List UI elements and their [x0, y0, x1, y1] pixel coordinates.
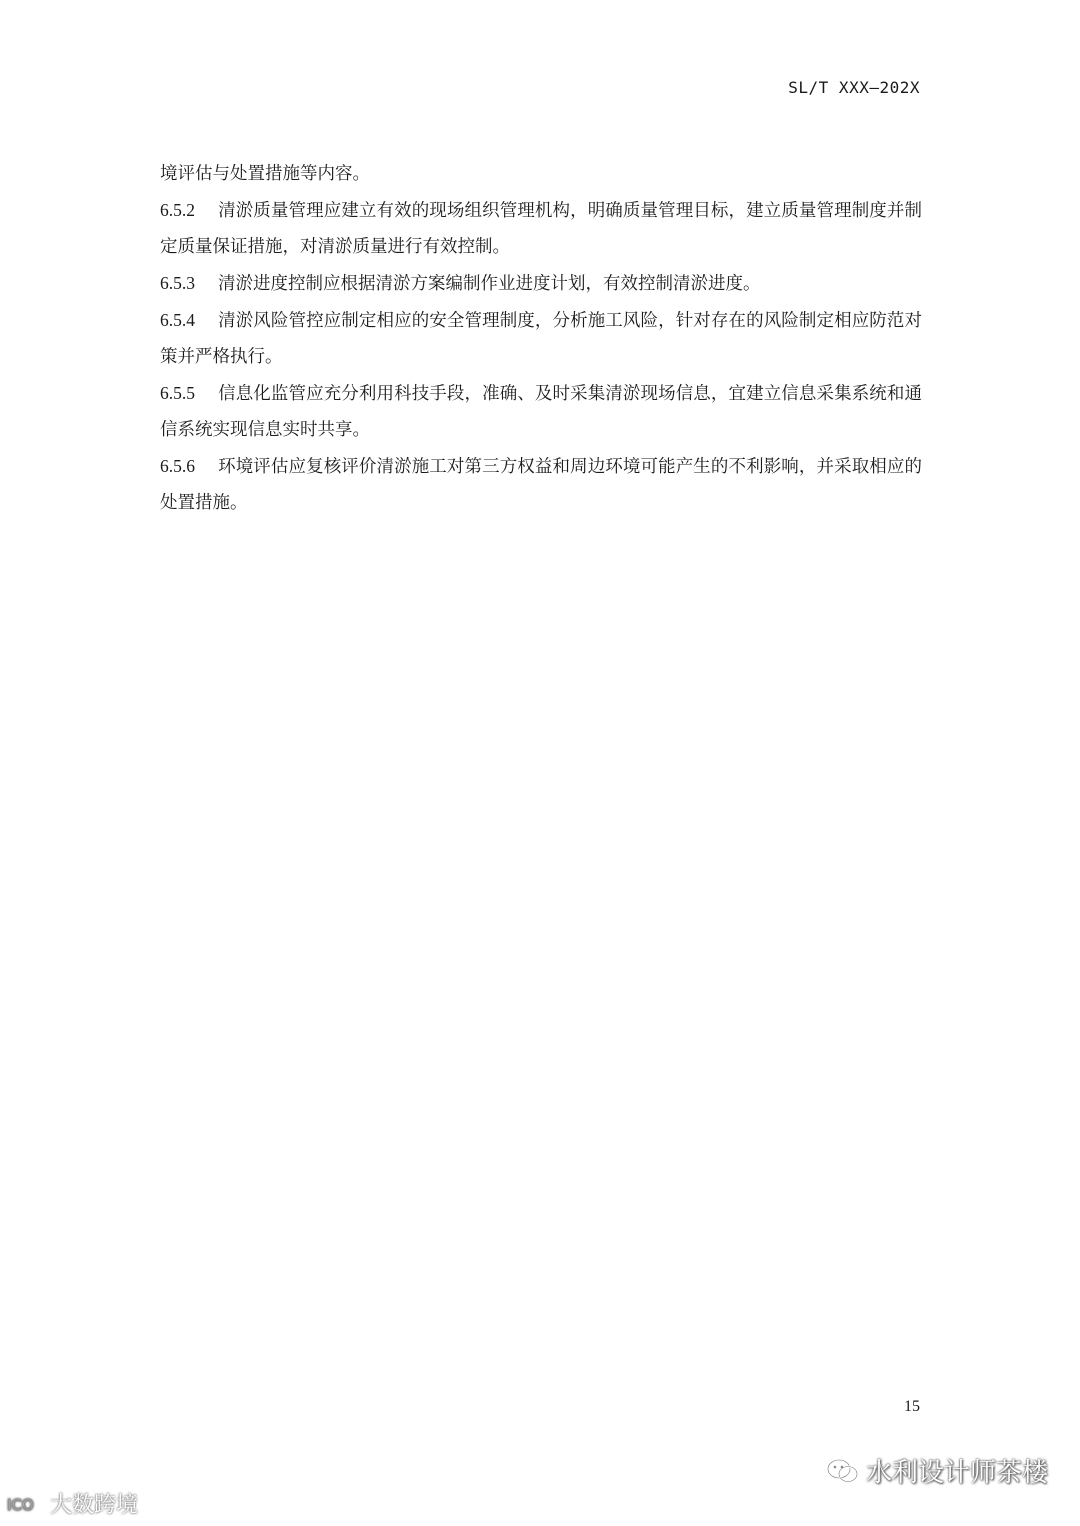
clause-number: 6.5.2 — [160, 200, 195, 220]
clause-text: 环境评估应复核评价清淤施工对第三方权益和周边环境可能产生的不利影响，并采取相应的处置措施。 — [160, 457, 922, 513]
clause-6-5-5 — [160, 375, 922, 448]
watermark-brand — [6, 1488, 138, 1519]
watermark-wechat-account — [826, 1452, 1048, 1489]
clause-number: 6.5.4 — [160, 310, 195, 330]
clause-text: 信息化监管应充分利用科技手段，准确、及时采集清淤现场信息，宜建立信息采集系统和通信系统实现信息实时共享。 — [160, 384, 922, 440]
continuation-text: 境评估与处置措施等内容。 — [160, 164, 370, 184]
logo-icon — [6, 1493, 46, 1515]
page-body — [160, 156, 922, 521]
standard-code: SL/T XXX—202X — [788, 78, 920, 97]
clause-number: 6.5.3 — [160, 273, 195, 293]
clause-number: 6.5.6 — [160, 456, 195, 476]
watermark-text: 水利设计师茶楼 — [865, 1458, 1048, 1488]
clause-text: 清淤风险管控应制定相应的安全管理制度，分析施工风险，针对存在的风险制定相应防范对策并严格执行。 — [160, 311, 922, 367]
clause-6-5-3 — [160, 265, 922, 302]
clause-6-5-2 — [160, 192, 922, 265]
clause-number: 6.5.5 — [160, 383, 195, 403]
clause-6-5-6 — [160, 448, 922, 521]
svg-text:ICO: ICO — [7, 1495, 34, 1514]
page-number: 15 — [904, 1398, 920, 1415]
clause-6-5-4 — [160, 302, 922, 375]
watermark-text: 大数跨境 — [50, 1493, 139, 1518]
clause-text: 清淤进度控制应根据清淤方案编制作业进度计划，有效控制清淤进度。 — [218, 274, 761, 294]
wechat-icon — [826, 1457, 860, 1485]
clause-text: 清淤质量管理应建立有效的现场组织管理机构，明确质量管理目标，建立质量管理制度并制定质量保证措施，对清淤质量进行有效控制。 — [160, 201, 922, 257]
